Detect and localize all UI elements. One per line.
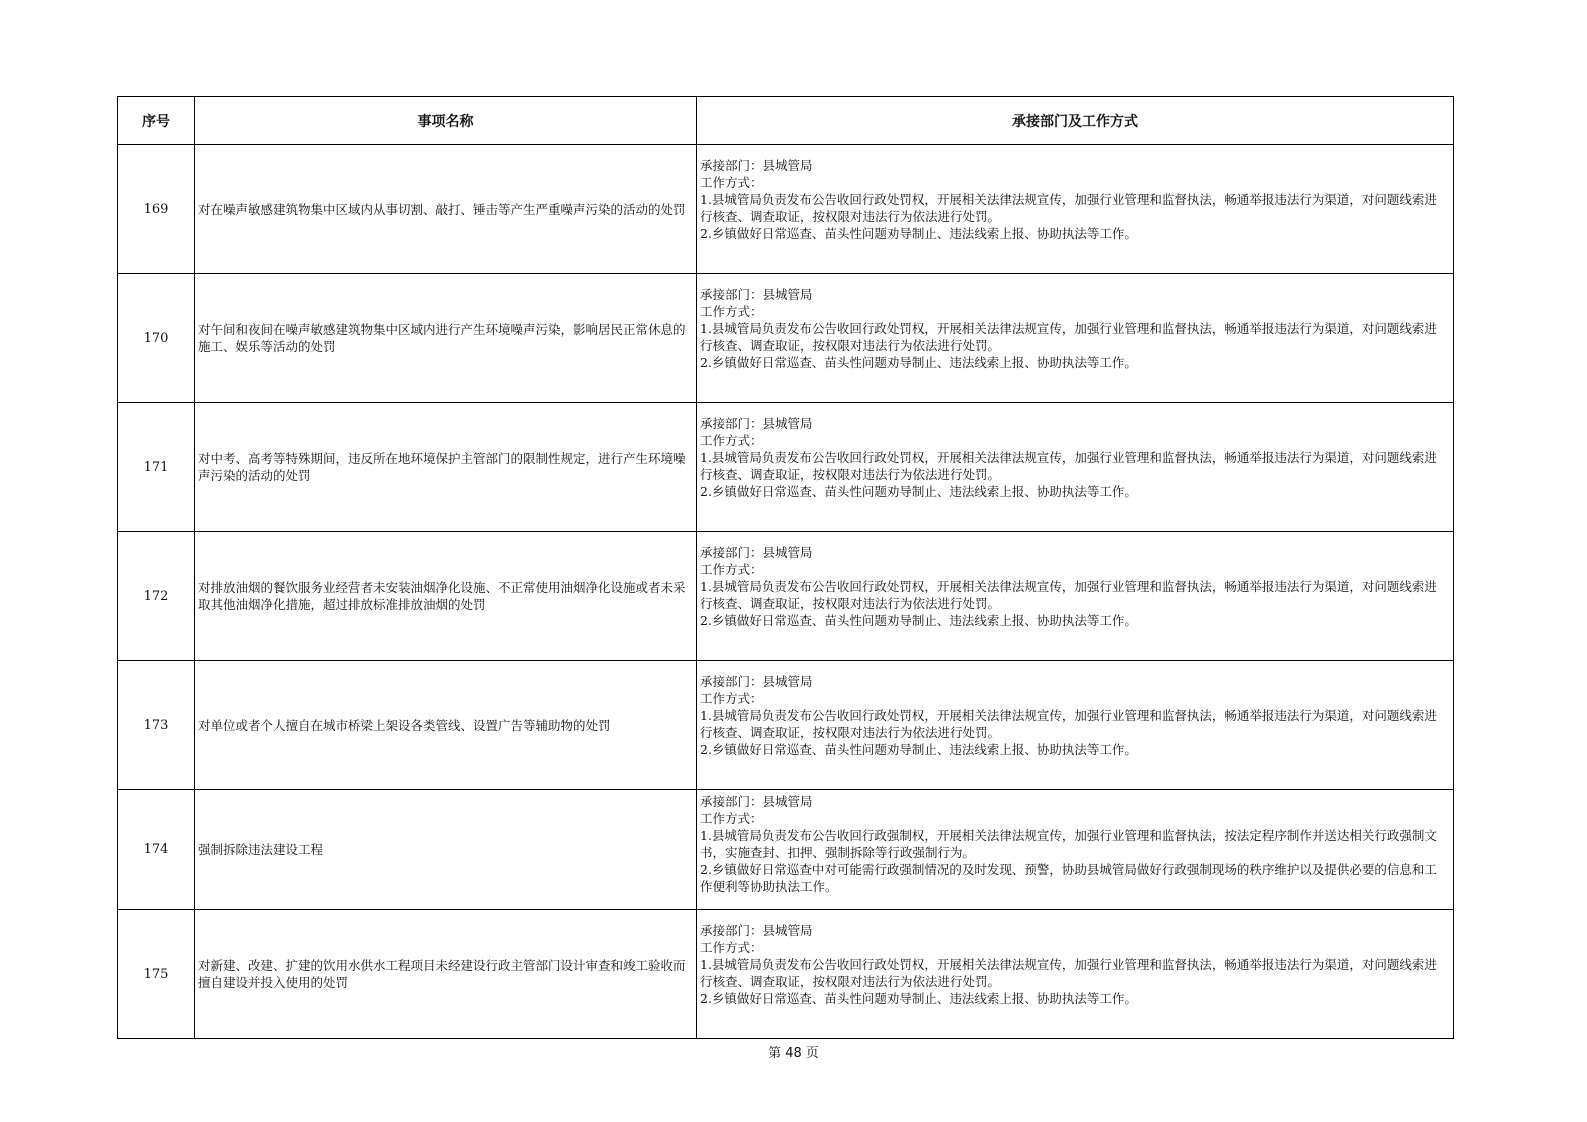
row-dept-and-method [697, 661, 1454, 790]
method-label: 工作方式： [700, 175, 763, 190]
table-row [118, 532, 1454, 661]
method-step-2: 2.乡镇做好日常巡查中对可能需行政强制情况的及时发现、预警，协助县城管局做好行政强制现场的秩序维护以及提供必要的信息和工作便利等协助执法工作。 [700, 862, 1437, 894]
method-step-2: 2.乡镇做好日常巡查、苗头性问题劝导制止、违法线索上报、协助执法等工作。 [700, 991, 1137, 1006]
method-step-1: 1.县城管局负责发布公告收回行政处罚权，开展相关法律法规宣传，加强行业管理和监督执法，畅通举报违法行为渠道，对问题线索进行核查、调查取证，按权限对违法行为依法进行处罚。 [700, 321, 1437, 353]
row-item-name: 对在噪声敏感建筑物集中区域内从事切割、敲打、锤击等产生严重噪声污染的活动的处罚 [195, 145, 697, 274]
row-dept-and-method [697, 403, 1454, 532]
method-step-1: 1.县城管局负责发布公告收回行政处罚权，开展相关法律法规宣传，加强行业管理和监督执法，畅通举报违法行为渠道，对问题线索进行核查、调查取证，按权限对违法行为依法进行处罚。 [700, 192, 1437, 224]
row-dept-and-method [697, 790, 1454, 910]
row-serial-number: 173 [118, 661, 195, 790]
method-step-1: 1.县城管局负责发布公告收回行政处罚权，开展相关法律法规宣传，加强行业管理和监督执法，畅通举报违法行为渠道，对问题线索进行核查、调查取证，按权限对违法行为依法进行处罚。 [700, 957, 1437, 989]
method-label: 工作方式： [700, 304, 763, 319]
table-row [118, 274, 1454, 403]
method-step-2: 2.乡镇做好日常巡查、苗头性问题劝导制止、违法线索上报、协助执法等工作。 [700, 484, 1137, 499]
header-serial-number: 序号 [118, 97, 195, 145]
table-row [118, 661, 1454, 790]
header-item-name: 事项名称 [195, 97, 697, 145]
row-serial-number: 175 [118, 910, 195, 1039]
method-step-2: 2.乡镇做好日常巡查、苗头性问题劝导制止、违法线索上报、协助执法等工作。 [700, 742, 1137, 757]
row-item-name: 对中考、高考等特殊期间，违反所在地环境保护主管部门的限制性规定，进行产生环境噪声污染的活动的处罚 [195, 403, 697, 532]
dept-line: 承接部门：县城管局 [700, 923, 813, 938]
item-table [117, 96, 1454, 1039]
dept-line: 承接部门：县城管局 [700, 416, 813, 431]
table-row [118, 403, 1454, 532]
method-label: 工作方式： [700, 940, 763, 955]
row-serial-number: 172 [118, 532, 195, 661]
method-step-1: 1.县城管局负责发布公告收回行政处罚权，开展相关法律法规宣传，加强行业管理和监督执法，畅通举报违法行为渠道，对问题线索进行核查、调查取证，按权限对违法行为依法进行处罚。 [700, 708, 1437, 740]
method-step-2: 2.乡镇做好日常巡查、苗头性问题劝导制止、违法线索上报、协助执法等工作。 [700, 355, 1137, 370]
method-step-1: 1.县城管局负责发布公告收回行政处罚权，开展相关法律法规宣传，加强行业管理和监督执法，畅通举报违法行为渠道，对问题线索进行核查、调查取证，按权限对违法行为依法进行处罚。 [700, 450, 1437, 482]
method-step-2: 2.乡镇做好日常巡查、苗头性问题劝导制止、违法线索上报、协助执法等工作。 [700, 226, 1137, 241]
row-serial-number: 169 [118, 145, 195, 274]
method-step-1: 1.县城管局负责发布公告收回行政处罚权，开展相关法律法规宣传，加强行业管理和监督执法，畅通举报违法行为渠道，对问题线索进行核查、调查取证，按权限对违法行为依法进行处罚。 [700, 579, 1437, 611]
method-step-1: 1.县城管局负责发布公告收回行政强制权，开展相关法律法规宣传，加强行业管理和监督执法，按法定程序制作并送达相关行政强制文书，实施查封、扣押、强制拆除等行政强制行为。 [700, 828, 1437, 860]
table-row [118, 790, 1454, 910]
row-item-name: 对新建、改建、扩建的饮用水供水工程项目未经建设行政主管部门设计审查和竣工验收而擅自建设并投入使用的处罚 [195, 910, 697, 1039]
table-row [118, 910, 1454, 1039]
row-item-name: 对午间和夜间在噪声敏感建筑物集中区域内进行产生环境噪声污染，影响居民正常休息的施工、娱乐等活动的处罚 [195, 274, 697, 403]
method-label: 工作方式： [700, 811, 763, 826]
row-dept-and-method [697, 145, 1454, 274]
dept-line: 承接部门：县城管局 [700, 158, 813, 173]
method-label: 工作方式： [700, 691, 763, 706]
row-item-name: 对单位或者个人擅自在城市桥梁上架设各类管线、设置广告等辅助物的处罚 [195, 661, 697, 790]
header-dept-and-method: 承接部门及工作方式 [697, 97, 1454, 145]
method-label: 工作方式： [700, 433, 763, 448]
row-dept-and-method [697, 910, 1454, 1039]
row-serial-number: 171 [118, 403, 195, 532]
row-dept-and-method [697, 532, 1454, 661]
table-row [118, 145, 1454, 274]
dept-line: 承接部门：县城管局 [700, 545, 813, 560]
dept-line: 承接部门：县城管局 [700, 674, 813, 689]
method-step-2: 2.乡镇做好日常巡查、苗头性问题劝导制止、违法线索上报、协助执法等工作。 [700, 613, 1137, 628]
row-item-name: 强制拆除违法建设工程 [195, 790, 697, 910]
row-item-name: 对排放油烟的餐饮服务业经营者未安装油烟净化设施、不正常使用油烟净化设施或者未采取其他油烟净化措施，超过排放标准排放油烟的处罚 [195, 532, 697, 661]
row-serial-number: 174 [118, 790, 195, 910]
dept-line: 承接部门：县城管局 [700, 794, 813, 809]
method-label: 工作方式： [700, 562, 763, 577]
row-dept-and-method [697, 274, 1454, 403]
page-number: 第 48 页 [768, 1046, 819, 1061]
row-serial-number: 170 [118, 274, 195, 403]
table-header-row [118, 97, 1454, 145]
dept-line: 承接部门：县城管局 [700, 287, 813, 302]
